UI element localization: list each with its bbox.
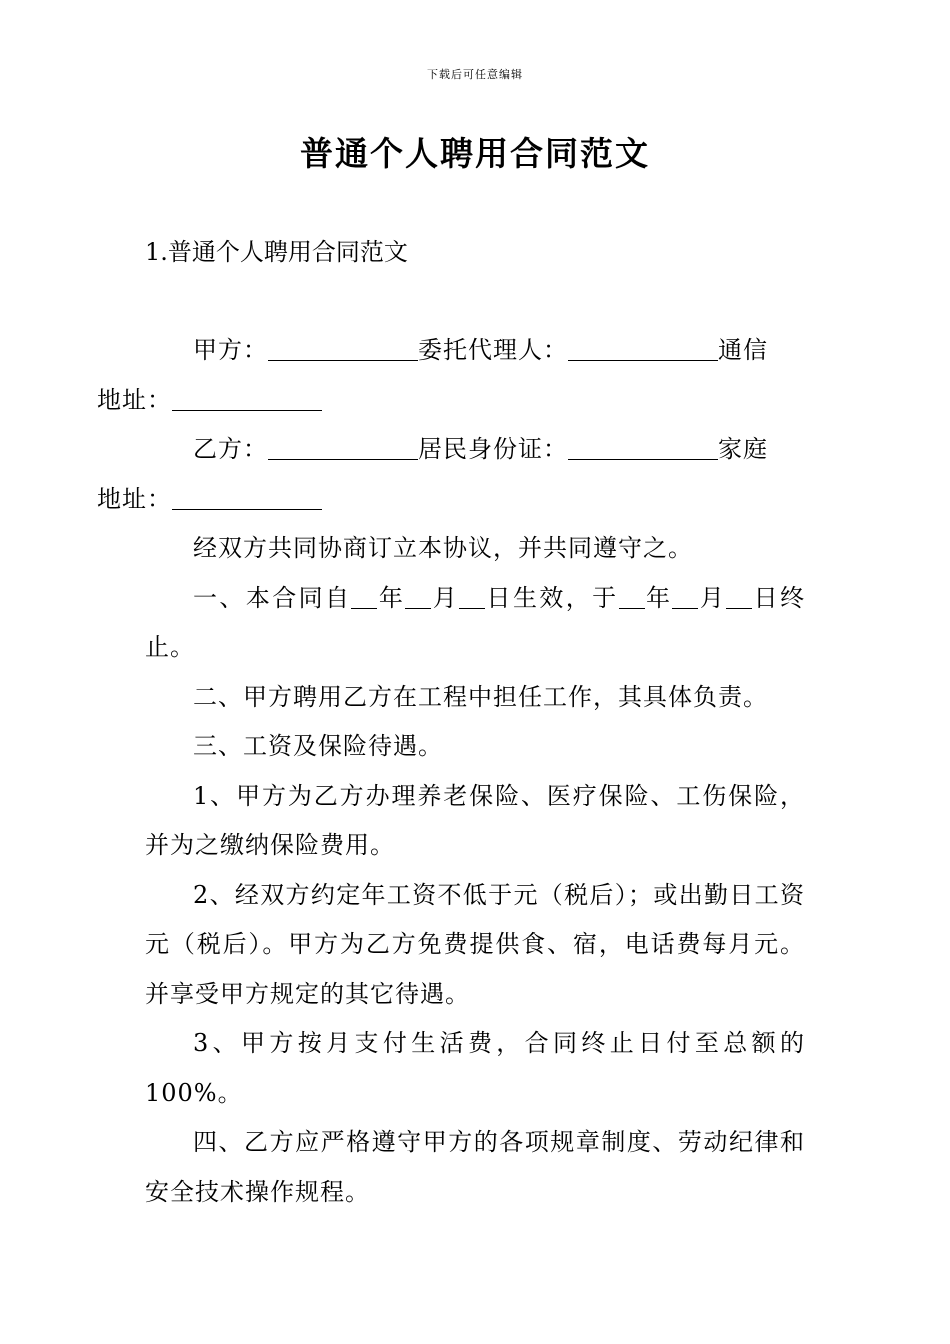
term-month-1: 月 xyxy=(431,583,460,612)
paragraph-2: 二、甲方聘用乙方在工程中担任工作，其具体负责。 xyxy=(193,682,768,711)
start-day-blank xyxy=(459,584,485,609)
party-b-blank xyxy=(268,435,418,460)
party-a-address-blank xyxy=(172,386,322,411)
document-title: 普通个人聘用合同范文 xyxy=(300,134,650,173)
party-b-address-label: 家庭 xyxy=(718,435,768,463)
party-a-address-label-2: 地址： xyxy=(97,385,172,414)
term-text-3: 日终止。 xyxy=(145,583,806,661)
item-1: 1、甲方为乙方办理养老保险、医疗保险、工伤保险，并为之缴纳保险费用。 xyxy=(145,781,805,859)
party-b-label: 乙方： xyxy=(193,435,268,463)
party-a-blank xyxy=(268,336,418,361)
end-day-blank xyxy=(726,584,752,609)
id-blank xyxy=(568,435,718,460)
section-heading: 1.普通个人聘用合同范文 xyxy=(145,238,408,266)
agent-label: 委托代理人： xyxy=(418,336,568,364)
party-b-address-blank xyxy=(172,485,322,510)
party-b-line xyxy=(97,425,805,524)
party-a-line xyxy=(97,326,805,425)
paragraph-3: 三、工资及保险待遇。 xyxy=(193,732,443,760)
term-year-2: 年 xyxy=(644,583,673,612)
start-year-blank xyxy=(351,584,377,609)
agreement-paragraph: 经双方共同协商订立本协议，并共同遵守之。 xyxy=(193,534,693,562)
party-a-label: 甲方： xyxy=(193,336,268,364)
header-note: 下载后可任意编辑 xyxy=(427,68,523,81)
party-b-address-label-2: 地址： xyxy=(97,484,172,513)
term-year-1: 年 xyxy=(377,583,406,612)
term-text-2: 日生效，于 xyxy=(485,583,619,612)
end-month-blank xyxy=(672,584,698,609)
end-year-blank xyxy=(619,584,645,609)
agent-blank xyxy=(568,336,718,361)
item-3: 3、甲方按月支付生活费，合同终止日付至总额的100%。 xyxy=(145,1029,805,1107)
start-month-blank xyxy=(405,584,431,609)
term-text-1: 一、本合同自 xyxy=(193,583,352,612)
term-month-2: 月 xyxy=(698,583,727,612)
id-label: 居民身份证： xyxy=(418,435,568,463)
term-paragraph xyxy=(145,574,805,673)
contract-body xyxy=(97,326,806,1217)
paragraph-4: 四、乙方应严格遵守甲方的各项规章制度、劳动纪律和安全技术操作规程。 xyxy=(145,1128,805,1206)
item-2: 2、经双方约定年工资不低于元（税后）；或出勤日工资元（税后）。甲方为乙方免费提供食、宿，电话费每月元。并享受甲方规定的其它待遇。 xyxy=(145,880,805,1008)
party-a-address-label: 通信 xyxy=(718,336,768,364)
